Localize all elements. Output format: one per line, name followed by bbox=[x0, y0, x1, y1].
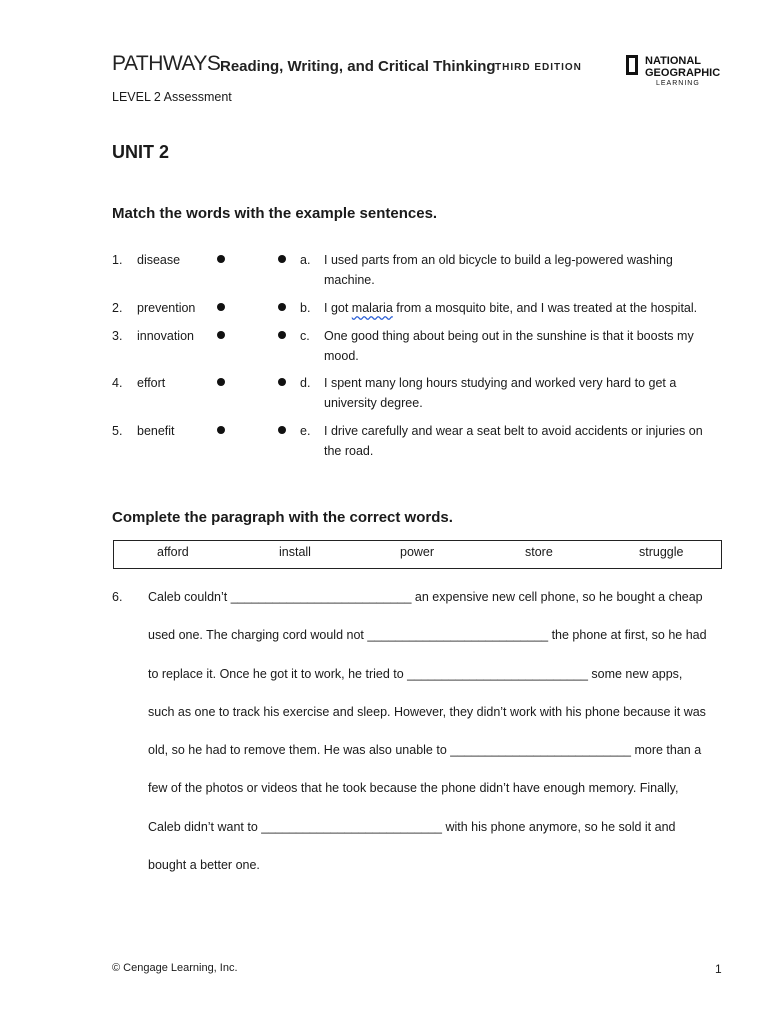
sentence-letter: c. bbox=[300, 329, 310, 343]
match-word-number: 2. bbox=[112, 301, 123, 315]
highlighted-word: malaria bbox=[351, 301, 393, 315]
word-bank-item: power bbox=[400, 545, 435, 559]
sentence-line: One good thing about being out in the sunshine is that it boosts my bbox=[324, 329, 694, 343]
publisher-logo-line1: NATIONAL bbox=[645, 55, 702, 67]
page-number: 1 bbox=[715, 962, 722, 976]
match-word-number: 4. bbox=[112, 376, 123, 390]
sentence-line: I used parts from an old bicycle to build a leg-powered washing bbox=[324, 253, 673, 267]
word-bank-item: afford bbox=[157, 545, 189, 559]
word-bank-item: store bbox=[525, 545, 553, 559]
match-word: benefit bbox=[137, 424, 175, 438]
sentence-letter: a. bbox=[300, 253, 311, 267]
paragraph-line: such as one to track his exercise and sleep. However, they didn’t work with his phone because it was bbox=[148, 705, 706, 719]
series-subtitle: Reading, Writing, and Critical Thinking bbox=[220, 58, 496, 75]
example-sentence bbox=[324, 373, 719, 413]
sentence-line: mood. bbox=[324, 349, 359, 363]
match-dot-right[interactable] bbox=[278, 378, 286, 386]
sentence-line: university degree. bbox=[324, 396, 423, 410]
level-label: LEVEL 2 Assessment bbox=[112, 90, 232, 104]
national-geographic-logo-icon bbox=[626, 55, 638, 75]
sentence-line: the road. bbox=[324, 444, 374, 458]
unit-title: UNIT 2 bbox=[112, 142, 170, 162]
paragraph-line: old, so he had to remove them. He was also unable to __________________________ more than a bbox=[148, 743, 702, 757]
sentence-letter: d. bbox=[300, 376, 311, 390]
match-word-number: 1. bbox=[112, 253, 123, 267]
match-dot-left[interactable] bbox=[217, 303, 225, 311]
word-bank-item: install bbox=[279, 545, 311, 559]
sentence-line: I drive carefully and wear a seat belt to avoid accidents or injuries on bbox=[324, 424, 703, 438]
edition-label: THIRD EDITION bbox=[495, 62, 582, 73]
sentence-letter: b. bbox=[300, 301, 311, 315]
paragraph-line: few of the photos or videos that he took because the phone didn’t have enough memory. Finally, bbox=[148, 781, 679, 795]
complete-section-heading: Complete the paragraph with the correct words. bbox=[112, 509, 453, 526]
word-bank-item: struggle bbox=[639, 545, 684, 559]
paragraph-line: used one. The charging cord would not __________________________ the phone at first, so he had bbox=[148, 628, 707, 642]
match-word-number: 3. bbox=[112, 329, 123, 343]
example-sentence bbox=[324, 250, 719, 290]
example-sentence bbox=[324, 421, 719, 461]
match-dot-left[interactable] bbox=[217, 426, 225, 434]
match-word: disease bbox=[137, 253, 181, 267]
match-section-heading: Match the words with the example sentences. bbox=[112, 205, 438, 222]
match-dot-left[interactable] bbox=[217, 255, 225, 263]
match-dot-left[interactable] bbox=[217, 331, 225, 339]
sentence-line: machine. bbox=[324, 273, 375, 287]
sentence-text: from a mosquito bite, and I was treated at the hospital. bbox=[392, 301, 698, 315]
match-dot-right[interactable] bbox=[278, 303, 286, 311]
paragraph-line: Caleb couldn’t __________________________ an expensive new cell phone, so he bought a cheap bbox=[148, 590, 703, 604]
match-dot-right[interactable] bbox=[278, 331, 286, 339]
paragraph-line: Caleb didn’t want to __________________________ with his phone anymore, so he sold it and bbox=[148, 820, 676, 834]
match-word: prevention bbox=[137, 301, 196, 315]
publisher-logo-line2: GEOGRAPHIC bbox=[645, 67, 721, 79]
match-dot-left[interactable] bbox=[217, 378, 225, 386]
match-word-number: 5. bbox=[112, 424, 123, 438]
match-dot-right[interactable] bbox=[278, 426, 286, 434]
sentence-text: I got bbox=[324, 301, 352, 315]
brand-logo-text: PATHWAYS bbox=[112, 52, 221, 75]
sentence-line: I spent many long hours studying and worked very hard to get a bbox=[324, 376, 677, 390]
publisher-logo-line3: LEARNING bbox=[656, 80, 700, 87]
copyright-notice: © Cengage Learning, Inc. bbox=[112, 962, 238, 974]
question-number: 6. bbox=[112, 590, 123, 604]
match-dot-right[interactable] bbox=[278, 255, 286, 263]
paragraph-line: bought a better one. bbox=[148, 858, 260, 872]
match-word: innovation bbox=[137, 329, 194, 343]
example-sentence bbox=[324, 326, 719, 366]
sentence-letter: e. bbox=[300, 424, 311, 438]
paragraph-line: to replace it. Once he got it to work, he tried to __________________________ some new apps, bbox=[148, 667, 683, 681]
match-word: effort bbox=[137, 376, 166, 390]
example-sentence bbox=[324, 298, 744, 318]
